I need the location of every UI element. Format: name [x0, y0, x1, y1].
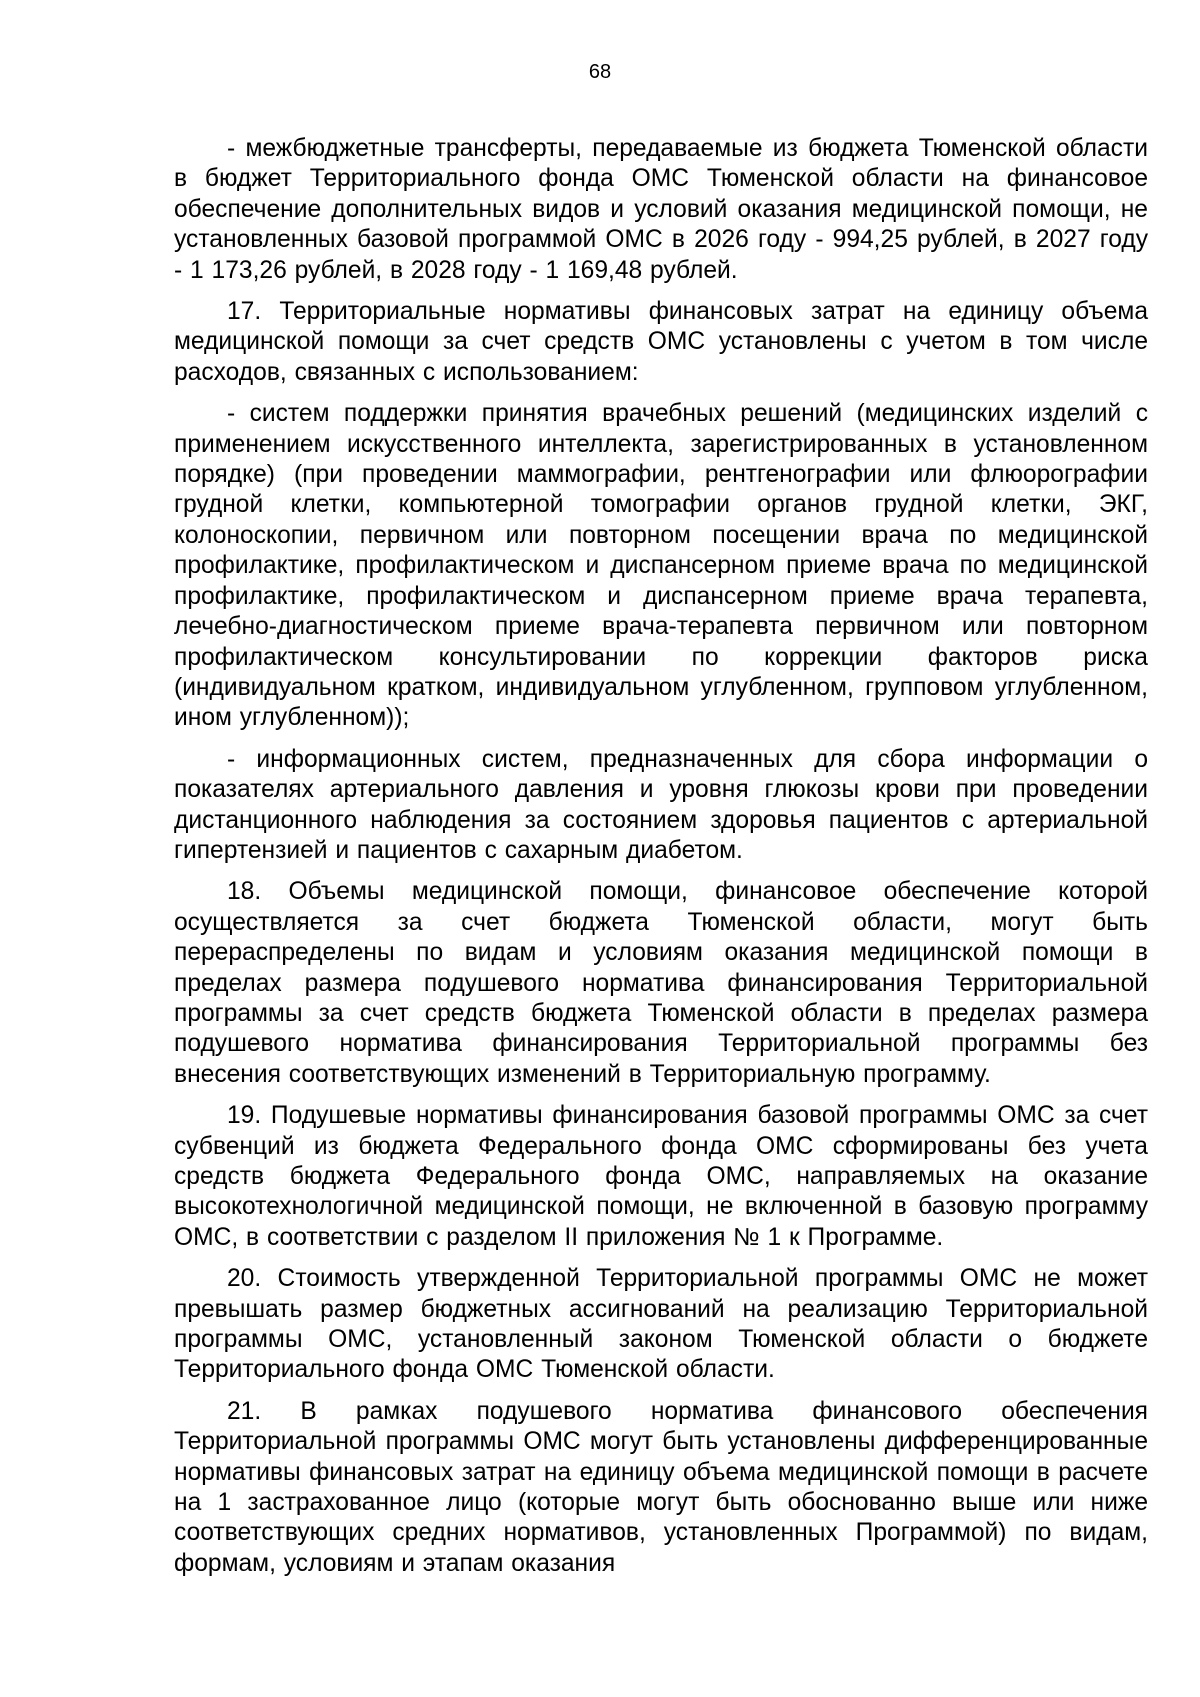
- paragraph-19: 19. Подушевые нормативы финансирования базовой программы ОМС за счет субвенций из бюджета Федерального фонда ОМС сформированы без учета средств бюджета Федерального фонда ОМС, направляемых на оказание высокотехнологичной медицинской помощи, не включенной в базовую программу ОМС, в соответствии с разделом II приложения № 1 к Программе.: [174, 1102, 1148, 1251]
- paragraph-18: 18. Объемы медицинской помощи, финансовое обеспечение которой осуществляется за счет бюджета Тюменской области, могут быть перераспределены по видам и условиям оказания медицинской помощи в пределах размера подушевого норматива финансирования Территориальной программы за счет средств бюджета Тюменской области в пределах размера подушевого норматива финансирования Территориальной программы без внесения соответствующих изменений в Территориальную программу.: [174, 878, 1148, 1088]
- page-number: 68: [588, 61, 612, 83]
- paragraph-information-systems: - информационных систем, предназначенных для сбора информации о показателях артериального давления и уровня глюкозы крови при проведении дистанционного наблюдения за состоянием здоровья пациентов с артериальной гипертензией и пациентов с сахарным диабетом.: [174, 745, 1148, 864]
- paragraph-17: 17. Территориальные нормативы финансовых затрат на единицу объема медицинской помощи за счет средств ОМС установлены с учетом в том числе расходов, связанных с использованием:: [174, 298, 1148, 386]
- paragraph-20: 20. Стоимость утвержденной Территориальной программы ОМС не может превышать размер бюджетных ассигнований на реализацию Территориальной программы ОМС, установленный законом Тюменской области о бюджете Территориального фонда ОМС Тюменской области.: [174, 1265, 1148, 1384]
- paragraph-decision-support-systems: - систем поддержки принятия врачебных решений (медицинских изделий с применением искусственного интеллекта, зарегистрированных в установленном порядке) (при проведении маммографии, рентгенографии или флюорографии грудной клетки, компьютерной томографии органов грудной клетки, ЭКГ, колоноскопии, первичном или повторном посещении врача по медицинской профилактике, профилактическом и диспансерном приеме врача по медицинской профилактике, профилактическом и диспансерном приеме врача терапевта, лечебно-диагностическом приеме врача-терапевта первичном или повторном профилактическом консультировании по коррекции факторов риска (индивидуальном кратком, индивидуальном углубленном, групповом углубленном, ином углубленном));: [174, 400, 1148, 732]
- paragraph-21: 21. В рамках подушевого норматива финансового обеспечения Территориальной программы ОМС могут быть установлены дифференцированные нормативы финансовых затрат на единицу объема медицинской помощи в расчете на 1 застрахованное лицо (которые могут быть обоснованно выше или ниже соответствующих средних нормативов, установленных Программой) по видам, формам, условиям и этапам оказания: [174, 1397, 1148, 1577]
- document-body: [174, 134, 1148, 1590]
- paragraph-interbudget-transfers: - межбюджетные трансферты, передаваемые из бюджета Тюменской области в бюджет Территориального фонда ОМС Тюменской области на финансовое обеспечение дополнительных видов и условий оказания медицинской помощи, не установленных базовой программой ОМС в 2026 году - 994,25 рублей, в 2027 году - 1 173,26 рублей, в 2028 году - 1 169,48 рублей.: [174, 135, 1148, 284]
